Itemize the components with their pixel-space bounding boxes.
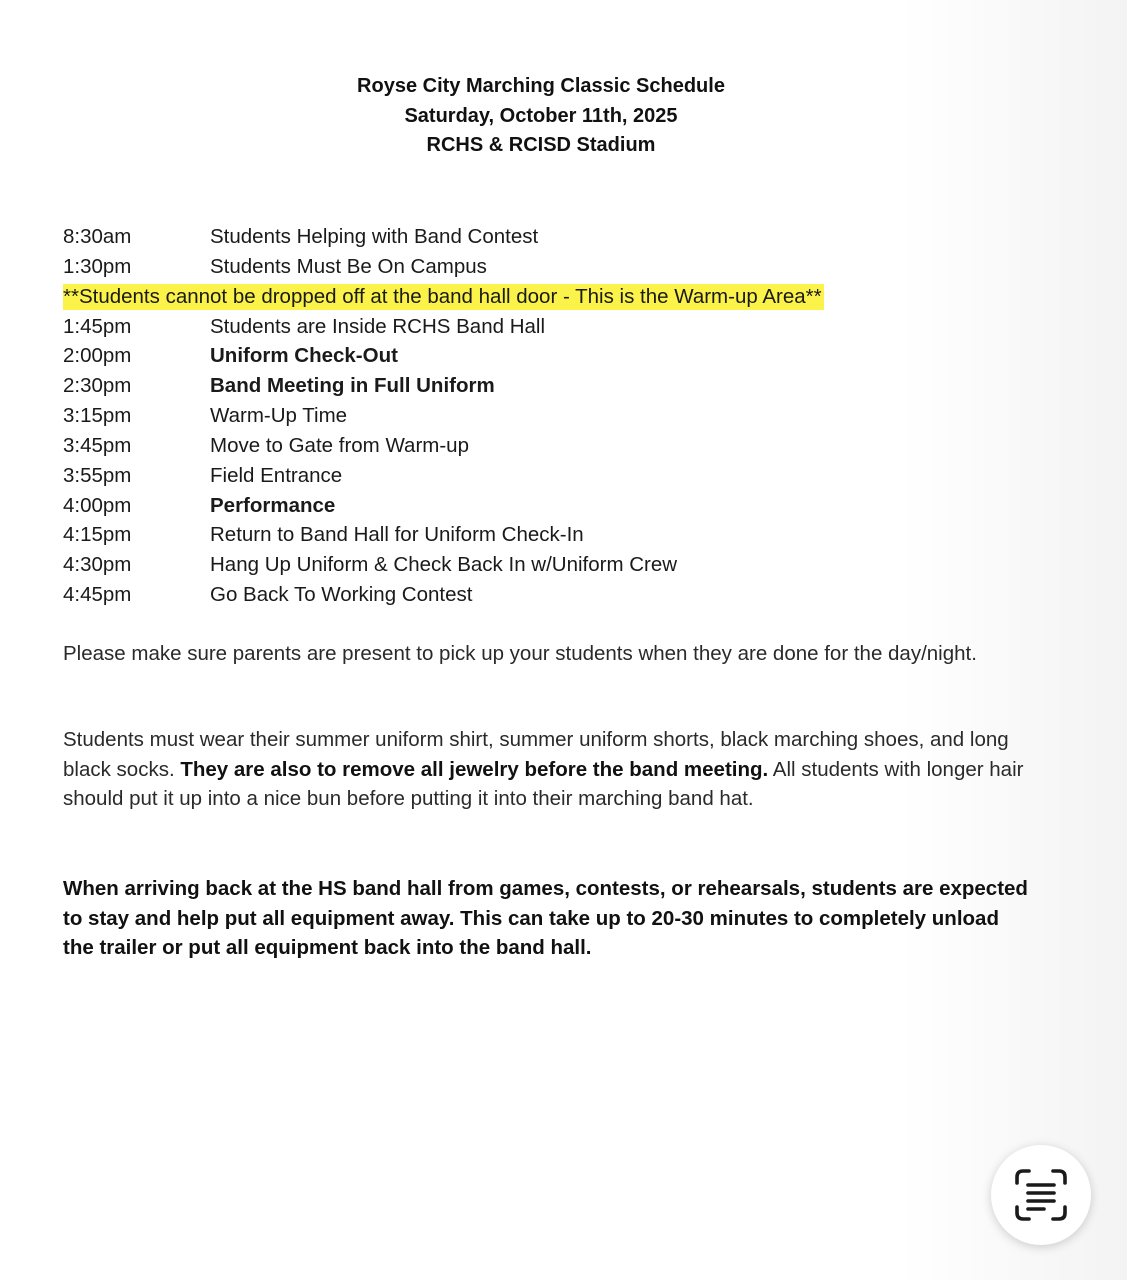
schedule-row bbox=[63, 431, 1063, 461]
dropoff-notice-text: **Students cannot be dropped off at the band hall door - This is the Warm-up Area** bbox=[63, 284, 822, 308]
schedule-event: Band Meeting in Full Uniform bbox=[210, 374, 495, 398]
schedule-row bbox=[63, 491, 1063, 521]
schedule-time: 4:15pm bbox=[63, 523, 132, 547]
document-header bbox=[0, 72, 1082, 161]
schedule-event: Students are Inside RCHS Band Hall bbox=[210, 314, 546, 338]
text-scan-icon bbox=[1013, 1167, 1069, 1223]
dropoff-notice bbox=[63, 282, 1063, 312]
schedule-row bbox=[63, 461, 1063, 491]
text-scan-button[interactable] bbox=[991, 1145, 1091, 1245]
schedule-time: 4:00pm bbox=[63, 493, 132, 517]
schedule-event: Move to Gate from Warm-up bbox=[210, 433, 469, 457]
schedule-location: RCHS & RCISD Stadium bbox=[426, 134, 656, 156]
schedule-event: Performance bbox=[210, 493, 336, 517]
schedule-time: 8:30am bbox=[63, 225, 132, 248]
schedule-time: 2:00pm bbox=[63, 344, 132, 368]
schedule-event: Field Entrance bbox=[210, 463, 343, 487]
schedule-event: Students Must Be On Campus bbox=[210, 254, 487, 278]
schedule-row bbox=[63, 371, 1063, 401]
jewelry-note: They are also to remove all jewelry before the band meeting. bbox=[180, 757, 769, 781]
uniform-text-part2: All students with longer hair should put it up into a nice bun before putting it into their marching band hat. bbox=[63, 757, 1024, 810]
schedule-row bbox=[63, 580, 1063, 610]
schedule-table bbox=[63, 222, 1063, 610]
schedule-row bbox=[63, 520, 1063, 550]
schedule-event: Go Back To Working Contest bbox=[210, 583, 473, 607]
schedule-row bbox=[63, 341, 1063, 371]
schedule-event: Students Helping with Band Contest bbox=[210, 225, 539, 248]
schedule-event: Uniform Check-Out bbox=[210, 344, 398, 368]
schedule-time: 3:15pm bbox=[63, 404, 132, 428]
schedule-event: Warm-Up Time bbox=[210, 404, 348, 428]
schedule-event: Hang Up Uniform & Check Back In w/Uniform Crew bbox=[210, 553, 678, 577]
schedule-row bbox=[63, 252, 1063, 282]
schedule-time: 1:30pm bbox=[63, 254, 132, 278]
schedule-row bbox=[63, 222, 1063, 252]
schedule-time: 4:30pm bbox=[63, 553, 132, 577]
schedule-date: Saturday, October 11th, 2025 bbox=[404, 104, 678, 127]
schedule-row bbox=[63, 401, 1063, 431]
schedule-time: 1:45pm bbox=[63, 314, 132, 338]
schedule-time: 2:30pm bbox=[63, 374, 132, 398]
schedule-row bbox=[63, 312, 1063, 342]
pickup-paragraph: Please make sure parents are present to pick up your students when they are done for the day/night. bbox=[63, 642, 977, 665]
schedule-time: 4:45pm bbox=[63, 583, 132, 607]
schedule-time: 3:45pm bbox=[63, 433, 132, 457]
uniform-text-part1: Students must wear their summer uniform shirt, summer uniform shorts, black marching shoes, and long black socks. bbox=[63, 728, 1009, 781]
uniform-paragraph bbox=[63, 725, 1033, 814]
schedule-title: Royse City Marching Classic Schedule bbox=[357, 75, 725, 97]
schedule-row bbox=[63, 550, 1063, 580]
equipment-paragraph: When arriving back at the HS band hall from games, contests, or rehearsals, students are expected to stay and help put all equipment away. This can take up to 20-30 minutes to completely unload the trailer or put all equipment back into the band hall. bbox=[63, 877, 1028, 959]
schedule-event: Return to Band Hall for Uniform Check-In bbox=[210, 523, 584, 547]
schedule-time: 3:55pm bbox=[63, 463, 132, 487]
